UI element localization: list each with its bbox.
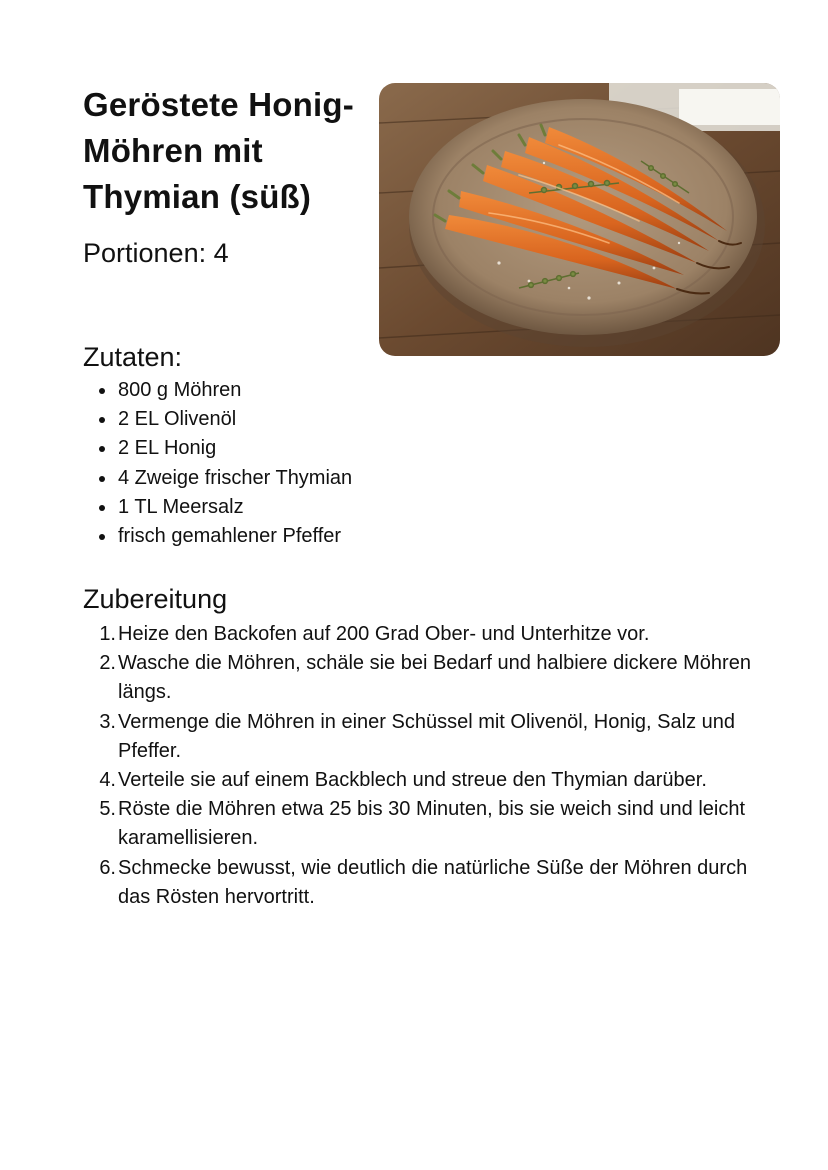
step-text: Vermenge die Möhren in einer Schüssel mit Olivenöl, Honig, Salz und Pfeffer. xyxy=(118,710,735,762)
step-number: 2. xyxy=(99,652,116,675)
list-item xyxy=(83,620,763,649)
list-item xyxy=(83,854,763,912)
bullet-icon xyxy=(99,417,105,423)
list-item xyxy=(83,464,352,493)
bullet-icon xyxy=(99,534,105,540)
roasted-carrots-photo xyxy=(379,83,780,356)
bullet-icon xyxy=(99,446,105,452)
step-text: Röste die Möhren etwa 25 bis 30 Minuten, bis sie weich sind und leicht karamellisieren. xyxy=(118,798,746,850)
step-number: 1. xyxy=(99,623,116,645)
ingredient-text: 800 g Möhren xyxy=(118,379,242,401)
list-item xyxy=(83,434,352,463)
ingredient-text: 2 EL Olivenöl xyxy=(118,408,237,431)
list-item xyxy=(83,766,763,795)
step-number: 3. xyxy=(99,710,116,733)
bullet-icon xyxy=(99,388,105,394)
bullet-icon xyxy=(99,505,105,511)
bullet-icon xyxy=(99,476,105,482)
list-item xyxy=(83,708,763,766)
step-text: Verteile sie auf einem Backblech und streue den Thymian darüber. xyxy=(118,769,707,792)
method-heading: Zubereitung xyxy=(83,584,228,614)
recipe-title: Geröstete Honig-Möhren mit Thymian (süß) xyxy=(83,86,354,215)
ingredient-text: 4 Zweige frischer Thymian xyxy=(118,466,353,489)
ingredient-text: 1 TL Meersalz xyxy=(118,495,244,518)
ingredient-text: frisch gemahlener Pfeffer xyxy=(118,525,342,548)
step-text: Heize den Backofen auf 200 Grad Ober- und Unterhitze vor. xyxy=(118,623,650,645)
list-item xyxy=(83,649,763,707)
list-item xyxy=(83,405,352,434)
list-item xyxy=(83,795,763,853)
list-item xyxy=(83,522,352,551)
step-number: 4. xyxy=(99,769,116,792)
ingredients-list xyxy=(83,376,352,551)
list-item xyxy=(83,376,352,405)
step-number: 5. xyxy=(99,798,116,821)
servings-label: Portionen: 4 xyxy=(83,238,229,268)
steps-list xyxy=(83,620,763,912)
ingredient-text: 2 EL Honig xyxy=(118,437,217,460)
ingredients-heading: Zutaten: xyxy=(83,342,183,372)
step-text: Wasche die Möhren, schäle sie bei Bedarf und halbiere dickere Möhren längs. xyxy=(118,652,751,704)
step-text: Schmecke bewusst, wie deutlich die natürliche Süße der Möhren durch das Rösten hervortritt. xyxy=(118,856,748,908)
step-number: 6. xyxy=(99,856,116,879)
list-item xyxy=(83,493,352,522)
